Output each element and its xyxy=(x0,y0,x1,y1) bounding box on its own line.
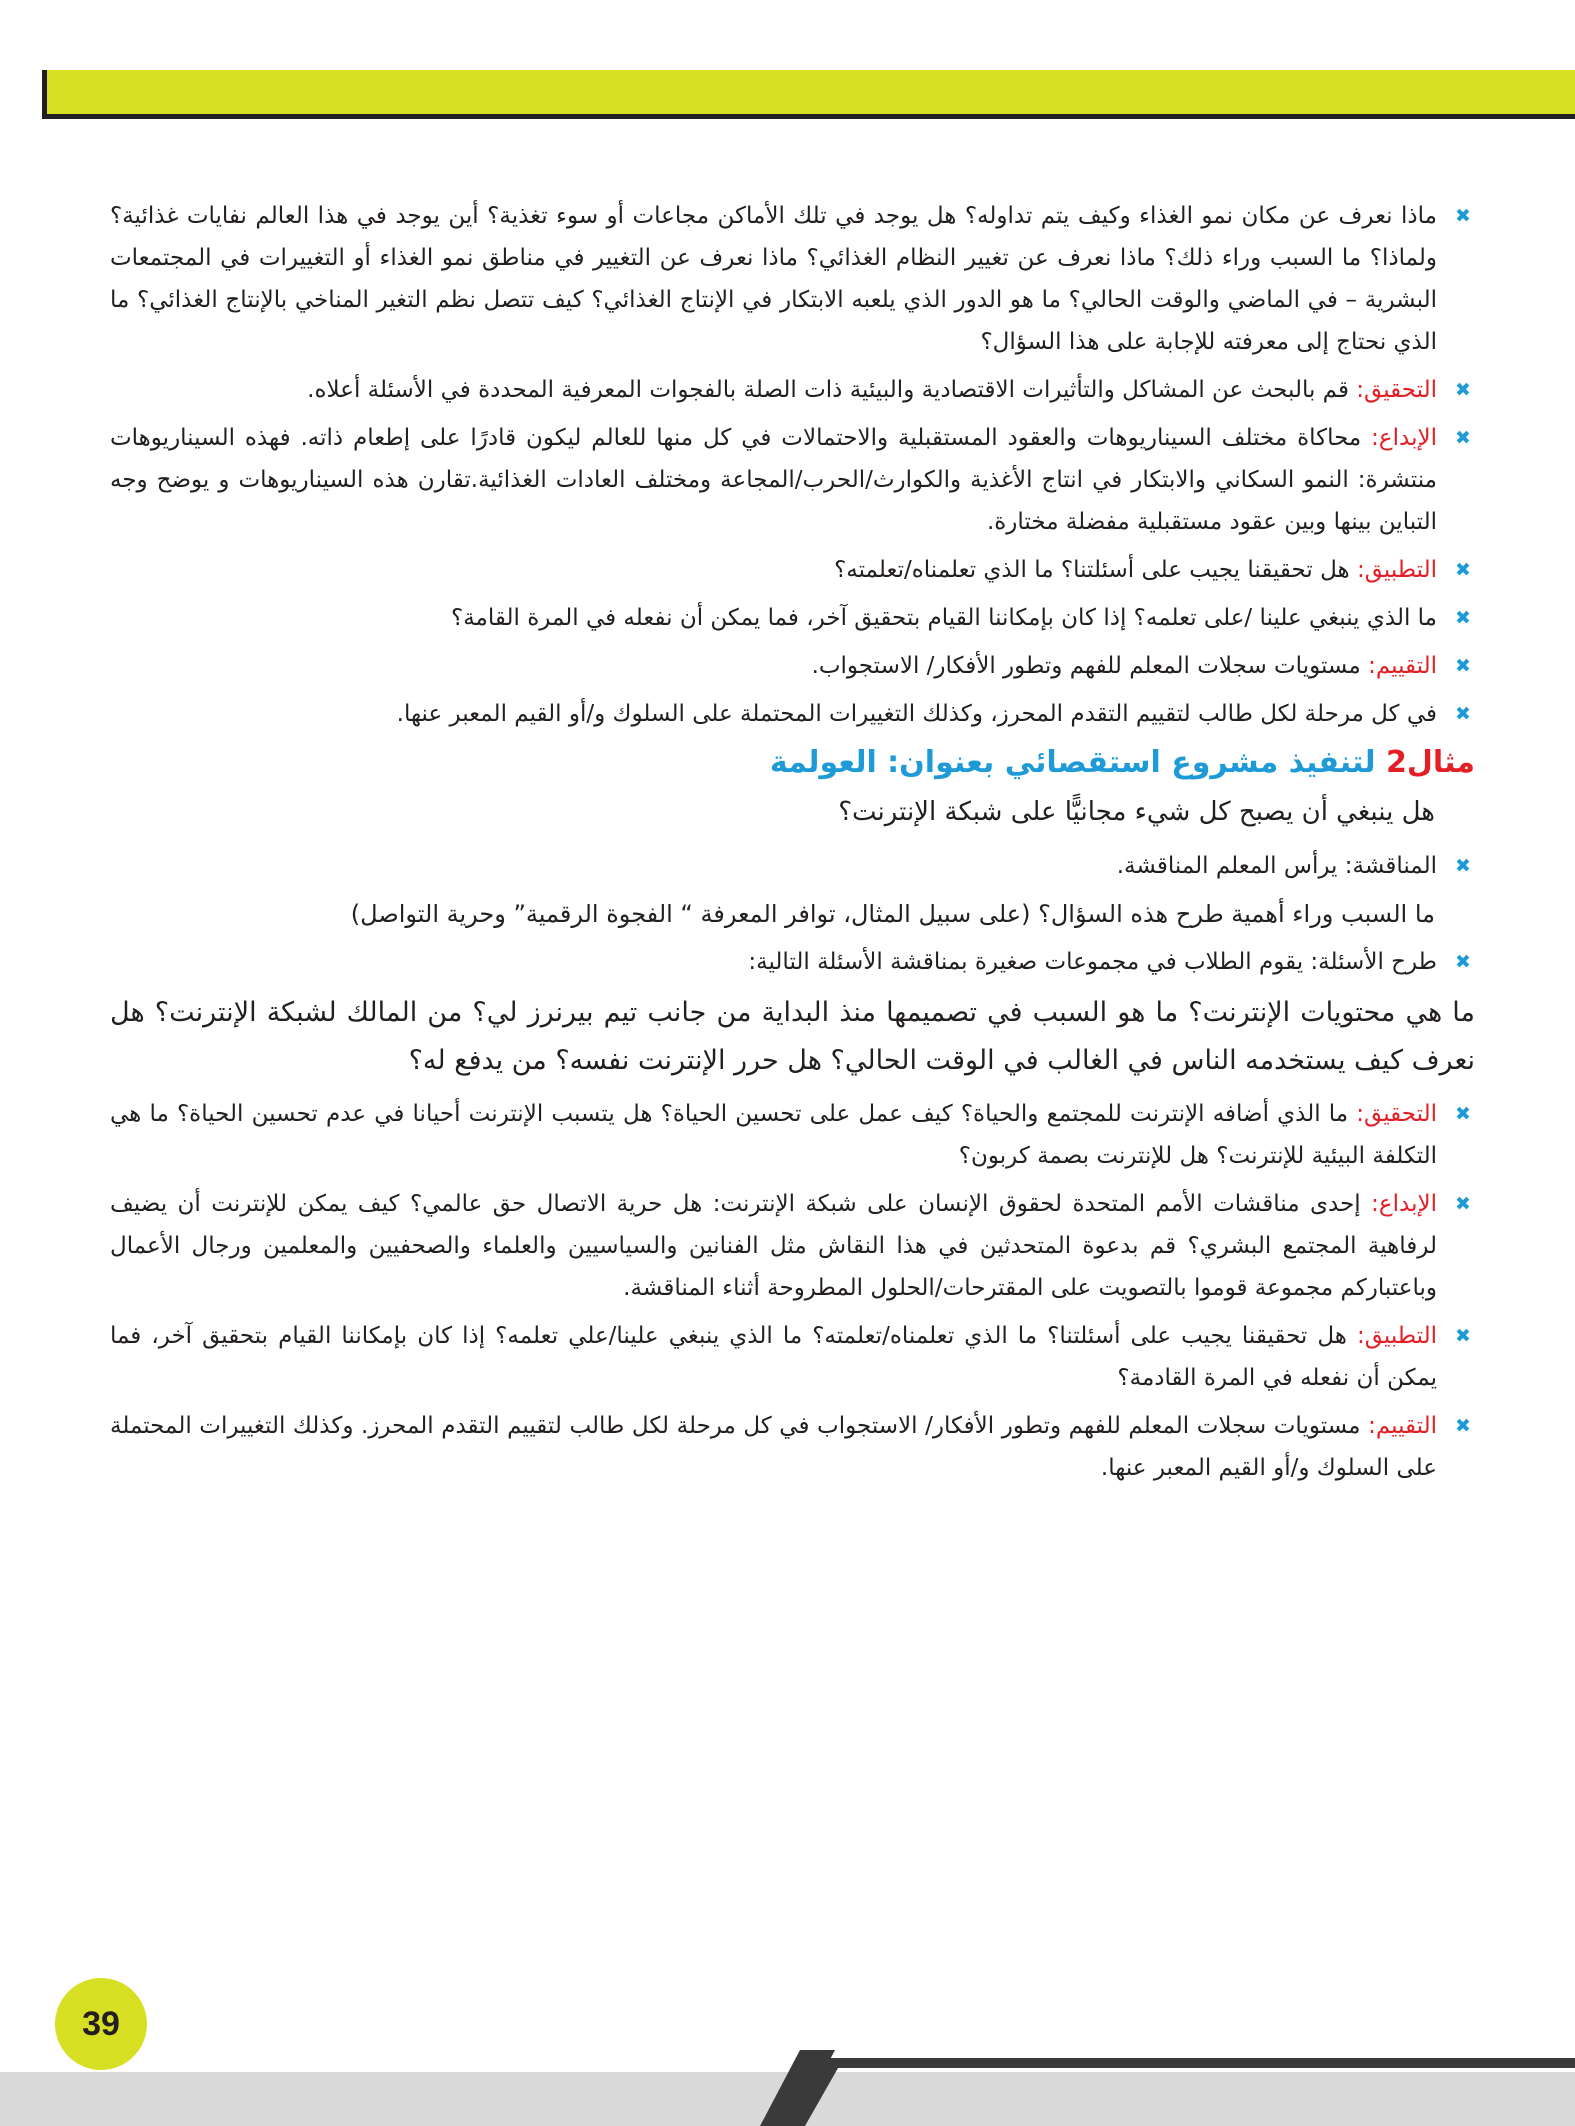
list-item: ✖ ماذا نعرف عن مكان نمو الغذاء وكيف يتم تداوله؟ هل يوجد في تلك الأماكن مجاعات أو سوء تغذية؟ أين يوجد في هذا العالم نفايات غذائية؟ ولماذا؟ ما السبب وراء ذلك؟ ماذا نعرف عن تغيير النظام الغذائي؟ ماذا نعرف عن التغيير في مناطق نمو الغذاء أو التغييرات في المجتمعات البشرية – في الماضي والوقت الحالي؟ ما هو الدور الذي يلعبه الابتكار في الإنتاج الغذائي؟ كيف تتصل نظم التغير المناخي بالإنتاج الغذائي؟ ما الذي نحتاج إلى معرفته للإجابة على هذا السؤال؟ xyxy=(110,195,1475,363)
bullet-icon: ✖ xyxy=(1455,703,1471,725)
creativity-label: الإبداع: xyxy=(1371,425,1437,451)
bullet-icon: ✖ xyxy=(1455,427,1471,449)
application-label: التطبيق: xyxy=(1356,557,1437,583)
evaluation-label: التقييم: xyxy=(1368,1413,1437,1439)
questions-paragraph: ما هي محتويات الإنترنت؟ ما هو السبب في تصميمها منذ البداية من جانب تيم بيرنرز لي؟ من المالك لشبكة الإنترنت؟ هل نعرف كيف يستخدمه الناس في الغالب في الوقت الحالي؟ هل حرر الإنترنت نفسه؟ من يدفع له؟ xyxy=(110,997,1475,1076)
bullet-icon: ✖ xyxy=(1455,1103,1471,1125)
page-number-badge: 39 xyxy=(55,1978,147,2070)
bullet-icon: ✖ xyxy=(1455,559,1471,581)
bullet-icon: ✖ xyxy=(1455,607,1471,629)
top-accent-band xyxy=(42,70,1575,119)
list-item: ✖ طرح الأسئلة: يقوم الطلاب في مجموعات صغيرة بمناقشة الأسئلة التالية: xyxy=(110,941,1475,983)
application-label: التطبيق: xyxy=(1356,1323,1437,1349)
list-item: ✖ التقييم: مستويات سجلات المعلم للفهم وتطور الأفكار/ الاستجواب. xyxy=(110,645,1475,687)
bullet-icon: ✖ xyxy=(1455,655,1471,677)
bullet-icon: ✖ xyxy=(1455,379,1471,401)
page-content xyxy=(110,195,1475,1495)
list-item: ✖ الإبداع: إحدى مناقشات الأمم المتحدة لحقوق الإنسان على شبكة الإنترنت: هل حرية الاتصال حق عالمي؟ كيف يمكن للإنترنت أن يضيف لرفاهية المجتمع البشري؟ قم بدعوة المتحدثين في هذا النقاش مثل الفنانين والسياسيين والعلماء والصحفيين والمعلمين ورجال الأعمال وباعتباركم مجموعة قوموا بالتصويت على المقترحات/الحلول المطروحة أثناء المناقشة. xyxy=(110,1183,1475,1309)
footer-decoration xyxy=(0,2050,1575,2126)
bullet-icon: ✖ xyxy=(1455,1193,1471,1215)
investigation-label: التحقيق: xyxy=(1356,1101,1437,1127)
list-item: ✖ التطبيق: هل تحقيقنا يجيب على أسئلتنا؟ ما الذي تعلمناه/تعلمته؟ xyxy=(110,549,1475,591)
list-item: ✖ التحقيق: قم بالبحث عن المشاكل والتأثيرات الاقتصادية والبيئية ذات الصلة بالفجوات المعرفية المحددة في الأسئلة أعلاه. xyxy=(110,369,1475,411)
main-question: هل ينبغي أن يصبح كل شيء مجانيًّا على شبكة الإنترنت؟ xyxy=(838,797,1435,827)
creativity-label: الإبداع: xyxy=(1371,1191,1437,1217)
reason-paragraph: ما السبب وراء أهمية طرح هذه السؤال؟ (على سبيل المثال، توافر المعرفة “ الفجوة الرقمية” وحرية التواصل) xyxy=(350,900,1435,928)
bullet-icon: ✖ xyxy=(1455,951,1471,973)
bullet-icon: ✖ xyxy=(1455,1325,1471,1347)
bullet-icon: ✖ xyxy=(1455,855,1471,877)
list-item: ✖ التقييم: مستويات سجلات المعلم للفهم وتطور الأفكار/ الاستجواب في كل مرحلة لكل طالب لتقييم التقدم المحرز. وكذلك التغييرات المحتملة على السلوك و/أو القيم المعبر عنها. xyxy=(110,1405,1475,1489)
list-item: ✖ الإبداع: محاكاة مختلف السيناريوهات والعقود المستقبلية والاحتمالات في كل منها للعالم ليكون قادرًا على إطعام ذاته. فهذه السيناريوهات منتشرة: النمو السكاني والابتكار في انتاج الأغذية والكوارث/الحرب/المجاعة ومختلف العادات الغذائية.تقارن هذه السيناريوهات و يوضح وجه التباين بينها وبين عقود مستقبلية مفضلة مختارة. xyxy=(110,417,1475,543)
list-item: ✖ التحقيق: ما الذي أضافه الإنترنت للمجتمع والحياة؟ كيف عمل على تحسين الحياة؟ هل يتسبب الإنترنت أحيانا في عدم تحسين الحياة؟ ما هي التكلفة البيئية للإنترنت؟ هل للإنترنت بصمة كربون؟ xyxy=(110,1093,1475,1177)
bullet-icon: ✖ xyxy=(1455,205,1471,227)
investigation-label: التحقيق: xyxy=(1356,377,1437,403)
list-item: ✖ التطبيق: هل تحقيقنا يجيب على أسئلتنا؟ ما الذي تعلمناه/تعلمته؟ ما الذي ينبغي علينا/علي تعلمه؟ إذا كان بإمكاننا القيام بتحقيق آخر، فما يمكن أن نفعله في المرة القادمة؟ xyxy=(110,1315,1475,1399)
list-item: ✖ في كل مرحلة لكل طالب لتقييم التقدم المحرز، وكذلك التغييرات المحتملة على السلوك و/أو القيم المعبر عنها. xyxy=(110,693,1475,735)
evaluation-label: التقييم: xyxy=(1368,653,1437,679)
list-item: ✖ المناقشة: يرأس المعلم المناقشة. xyxy=(110,845,1475,887)
example-heading: مثال2 لتنفيذ مشروع استقصائي بعنوان: العولمة xyxy=(769,745,1475,780)
bullet-icon: ✖ xyxy=(1455,1415,1471,1437)
list-item: ✖ ما الذي ينبغي علينا /على تعلمه؟ إذا كان بإمكاننا القيام بتحقيق آخر، فما يمكن أن نفعله في المرة القامة؟ xyxy=(110,597,1475,639)
